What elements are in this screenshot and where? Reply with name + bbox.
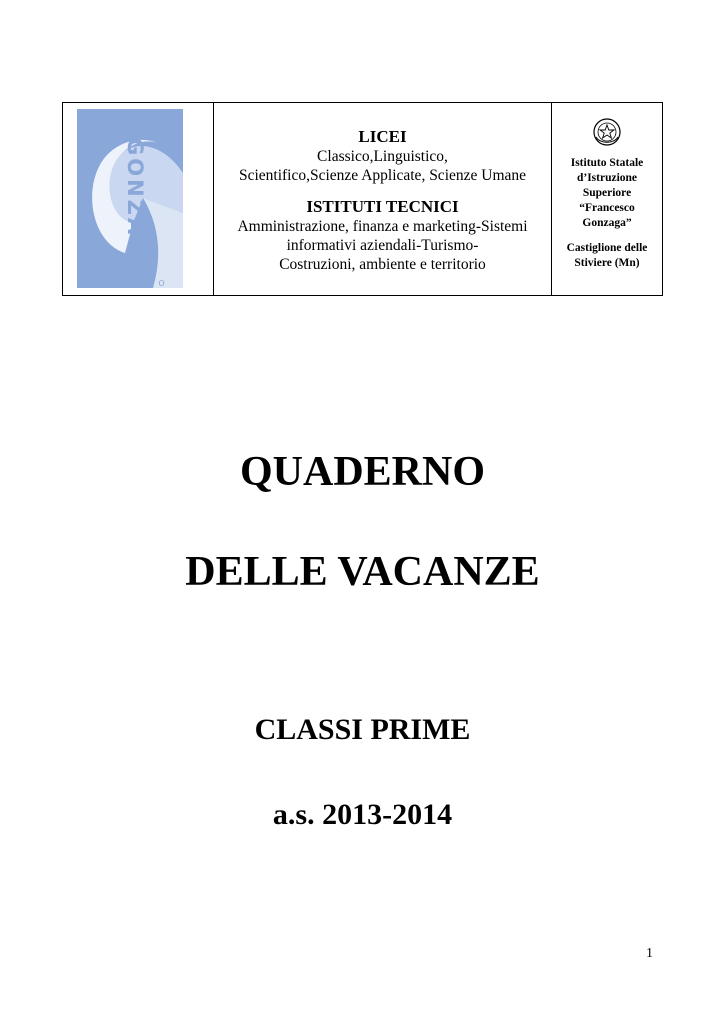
location-line-2: Stiviere (Mn) xyxy=(574,257,640,269)
logo-text-gonzaga: GONZAGA xyxy=(123,138,147,277)
school-line-2: d’Istruzione xyxy=(576,172,638,184)
istituto-gonzaga-logo xyxy=(63,103,214,297)
classes-label: CLASSI PRIME xyxy=(254,713,471,746)
tecnici-line-2: informativi aziendali-Turismo- xyxy=(286,237,479,254)
school-year-label: a.s. 2013-2014 xyxy=(272,798,453,831)
licei-line-1: Classico,Linguistico, xyxy=(317,148,448,165)
school-line-3: Superiore xyxy=(582,187,632,199)
page-number: 1 xyxy=(646,946,653,961)
school-line-4: “Francesco xyxy=(579,202,635,214)
title-line-1: QUADERNO xyxy=(239,449,485,495)
tecnici-title: ISTITUTI TECNICI xyxy=(306,197,459,216)
title-line-2: DELLE VACANZE xyxy=(185,549,540,595)
licei-line-2: Scientifico,Scienze Applicate, Scienze Umane xyxy=(238,167,527,184)
tecnici-line-1: Amministrazione, finanza e marketing-Sistemi xyxy=(237,218,528,235)
tecnici-line-3: Costruzioni, ambiente e territorio xyxy=(279,256,486,273)
header-table xyxy=(62,102,663,296)
school-info-cell xyxy=(552,103,662,295)
licei-title: LICEI xyxy=(358,127,407,146)
school-line-1: Istituto Statale xyxy=(570,157,644,169)
school-line-5: Gonzaga” xyxy=(582,217,632,229)
logo-text-istituto: ISTITUTO xyxy=(93,279,170,288)
italian-republic-emblem-icon xyxy=(592,117,622,147)
logo-cell xyxy=(63,103,214,295)
location-line-1: Castiglione delle xyxy=(566,242,648,254)
school-types-cell xyxy=(214,103,552,295)
